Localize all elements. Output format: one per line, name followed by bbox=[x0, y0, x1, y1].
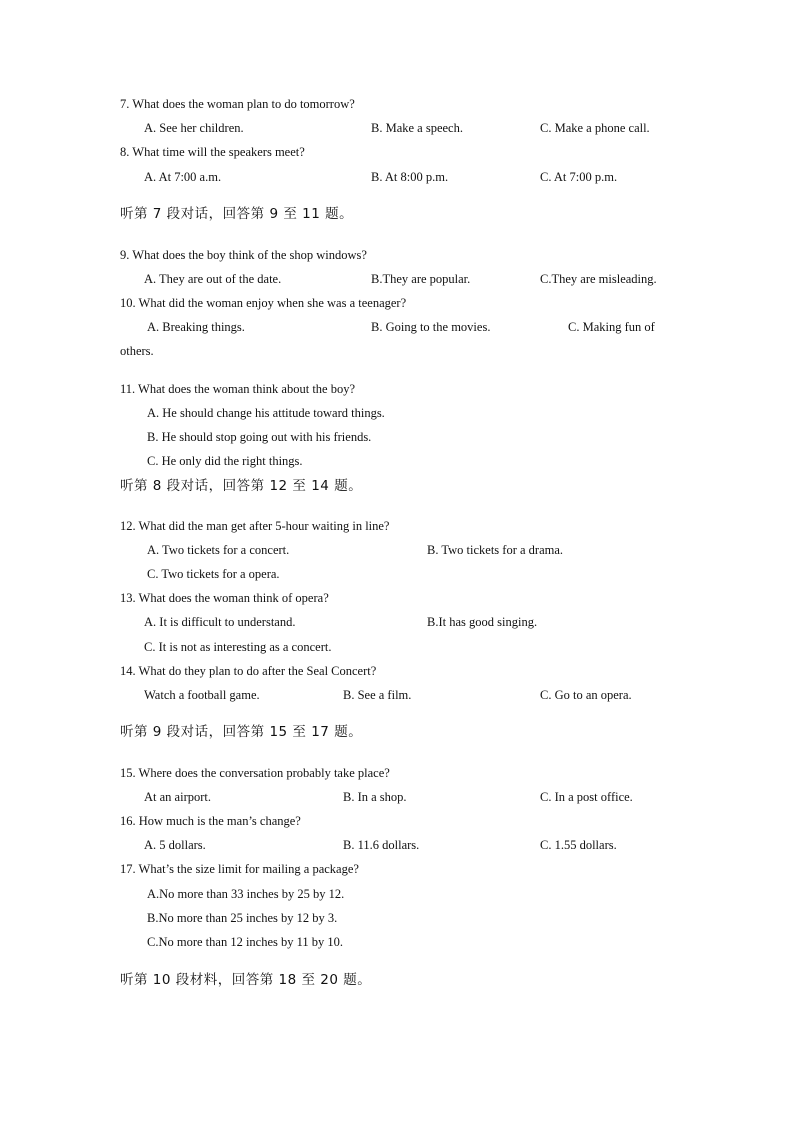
question-12-option-a: A. Two tickets for a concert. bbox=[147, 543, 290, 557]
question-7-option-c: C. Make a phone call. bbox=[540, 121, 650, 135]
question-17-option-b: B.No more than 25 inches by 12 by 3. bbox=[147, 911, 338, 925]
question-17-option-a: A.No more than 33 inches by 25 by 12. bbox=[147, 887, 345, 901]
question-15-option-b: B. In a shop. bbox=[343, 790, 407, 804]
question-11-option-b: B. He should stop going out with his friends. bbox=[147, 430, 372, 444]
section-heading-8: 听第 8 段对话，回答第 12 至 14 题。 bbox=[120, 478, 363, 494]
question-11-option-c: C. He only did the right things. bbox=[147, 454, 303, 468]
question-14-option-c: C. Go to an opera. bbox=[540, 688, 632, 702]
question-16-option-b: B. 11.6 dollars. bbox=[343, 838, 420, 852]
question-9-option-a: A. They are out of the date. bbox=[144, 272, 282, 286]
question-10-option-a: A. Breaking things. bbox=[147, 320, 245, 334]
question-11-option-a: A. He should change his attitude toward things. bbox=[147, 406, 385, 420]
question-14-option-a: Watch a football game. bbox=[144, 688, 260, 702]
question-8-option-a: A. At 7:00 a.m. bbox=[144, 170, 222, 184]
question-15-stem: 15. Where does the conversation probably take place? bbox=[120, 766, 390, 780]
question-13-option-c: C. It is not as interesting as a concert. bbox=[144, 640, 332, 654]
question-10-stem: 10. What did the woman enjoy when she was a teenager? bbox=[120, 296, 407, 310]
question-9-option-c: C.They are misleading. bbox=[540, 272, 657, 286]
question-13-option-a: A. It is difficult to understand. bbox=[144, 615, 296, 629]
section-heading-10: 听第 10 段材料，回答第 18 至 20 题。 bbox=[120, 972, 372, 988]
question-13-option-b: B.It has good singing. bbox=[427, 615, 538, 629]
question-12-option-c: C. Two tickets for a opera. bbox=[147, 567, 280, 581]
question-14-stem: 14. What do they plan to do after the Seal Concert? bbox=[120, 664, 377, 678]
question-12-option-b: B. Two tickets for a drama. bbox=[427, 543, 564, 557]
question-9-stem: 9. What does the boy think of the shop windows? bbox=[120, 248, 367, 262]
question-14-option-b: B. See a film. bbox=[343, 688, 412, 702]
question-10-option-c: C. Making fun of bbox=[568, 320, 655, 334]
question-12-stem: 12. What did the man get after 5-hour waiting in line? bbox=[120, 519, 390, 533]
question-11-stem: 11. What does the woman think about the boy? bbox=[120, 382, 356, 396]
question-13-stem: 13. What does the woman think of opera? bbox=[120, 591, 329, 605]
question-9-option-b: B.They are popular. bbox=[371, 272, 471, 286]
section-heading-9: 听第 9 段对话，回答第 15 至 17 题。 bbox=[120, 724, 363, 740]
question-7-option-b: B. Make a speech. bbox=[371, 121, 463, 135]
question-16-option-a: A. 5 dollars. bbox=[144, 838, 206, 852]
section-heading-7: 听第 7 段对话，回答第 9 至 11 题。 bbox=[120, 206, 354, 222]
question-16-stem: 16. How much is the man’s change? bbox=[120, 814, 301, 828]
question-17-stem: 17. What’s the size limit for mailing a package? bbox=[120, 862, 359, 876]
question-10-option-c-wrap: others. bbox=[120, 344, 154, 358]
question-15-option-a: At an airport. bbox=[144, 790, 211, 804]
question-7-stem: 7. What does the woman plan to do tomorrow? bbox=[120, 97, 355, 111]
question-8-stem: 8. What time will the speakers meet? bbox=[120, 145, 305, 159]
question-17-option-c: C.No more than 12 inches by 11 by 10. bbox=[147, 935, 344, 949]
question-8-option-c: C. At 7:00 p.m. bbox=[540, 170, 618, 184]
question-10-option-b: B. Going to the movies. bbox=[371, 320, 491, 334]
question-15-option-c: C. In a post office. bbox=[540, 790, 633, 804]
question-7-option-a: A. See her children. bbox=[144, 121, 244, 135]
question-8-option-b: B. At 8:00 p.m. bbox=[371, 170, 449, 184]
question-16-option-c: C. 1.55 dollars. bbox=[540, 838, 617, 852]
